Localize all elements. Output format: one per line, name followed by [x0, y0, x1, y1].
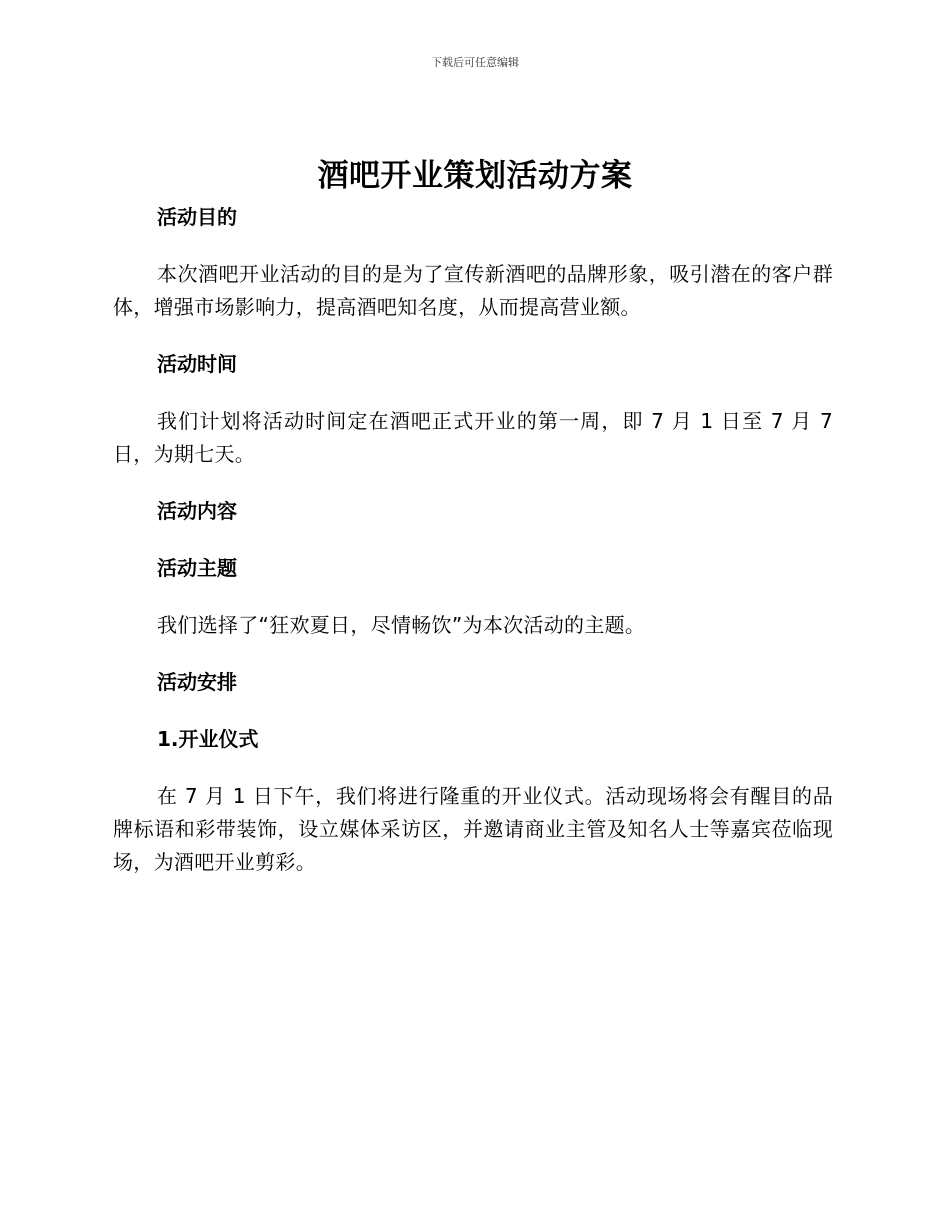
document-body	[113, 201, 833, 903]
section-heading-time: 活动时间	[157, 352, 237, 376]
section-heading-content: 活动内容	[157, 499, 237, 523]
paragraph-purpose: 本次酒吧开业活动的目的是为了宣传新酒吧的品牌形象，吸引潜在的客户群体，增强市场影响力，提高酒吧知名度，从而提高营业额。	[113, 262, 833, 319]
section-heading-theme: 活动主题	[157, 556, 237, 580]
paragraph-opening-ceremony: 在 7 月 1 日下午，我们将进行隆重的开业仪式。活动现场将会有醒目的品牌标语和彩带装饰，设立媒体采访区，并邀请商业主管及知名人士等嘉宾莅临现场，为酒吧开业剪彩。	[113, 784, 833, 874]
header-note: 下载后可任意编辑	[431, 56, 519, 69]
paragraph-theme: 我们选择了“狂欢夏日，尽情畅饮”为本次活动的主题。	[157, 613, 646, 637]
section-heading-arrangement: 活动安排	[157, 670, 237, 694]
paragraph-time: 我们计划将活动时间定在酒吧正式开业的第一周，即 7 月 1 日至 7 月 7 日，为期七天。	[113, 409, 833, 466]
document-title: 酒吧开业策划活动方案	[317, 158, 633, 194]
section-heading-purpose: 活动目的	[157, 205, 237, 229]
section-heading-opening-ceremony: 1.开业仪式	[157, 727, 259, 751]
